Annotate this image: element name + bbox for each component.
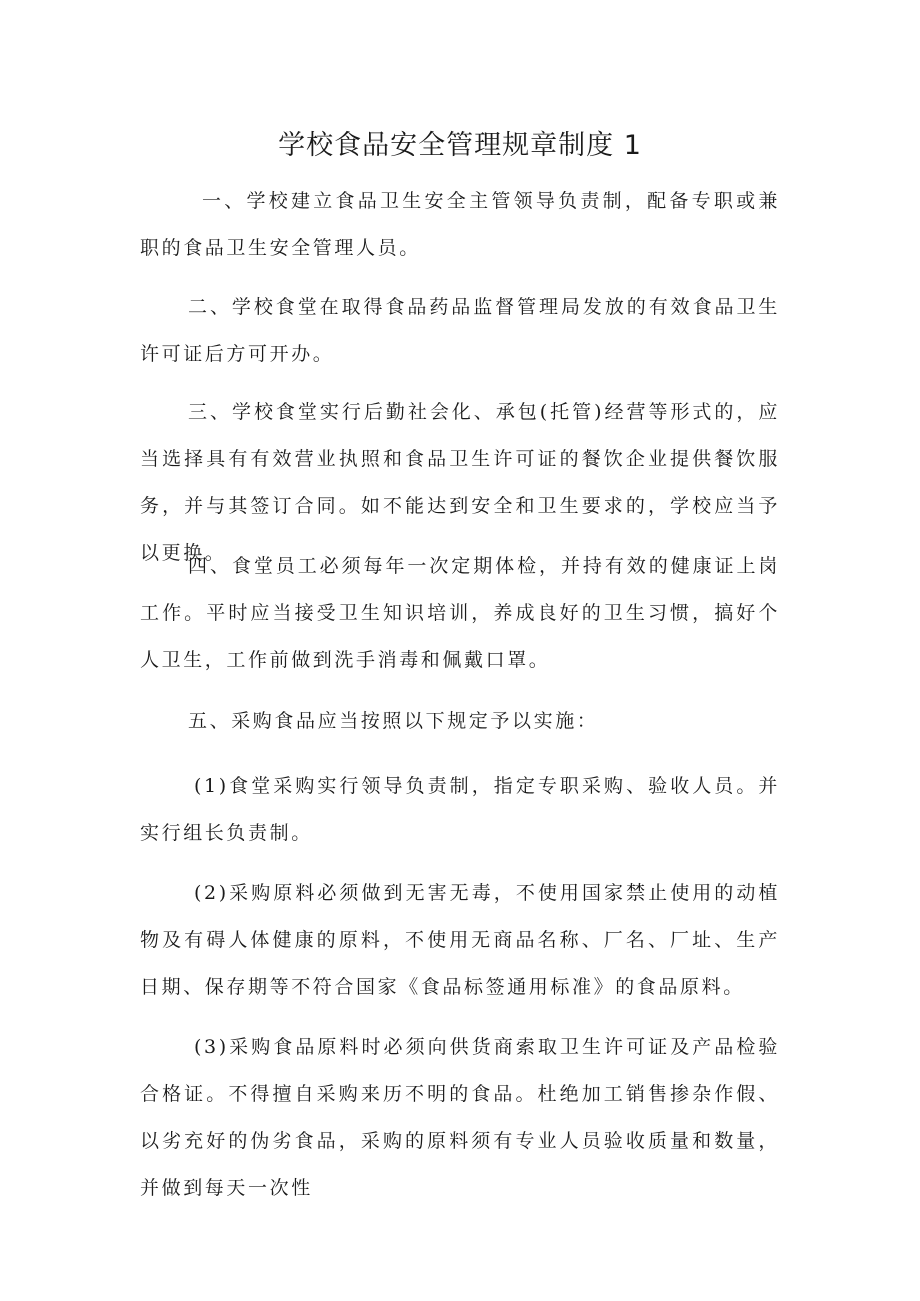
paragraph-7: (2)采购原料必须做到无害无毒，不使用国家禁止使用的动植物及有碍人体健康的原料，不使用无商品名称、厂名、厂址、生产日期、保存期等不符合国家《食品标签通用标准》的食品原料。 [140,882,780,998]
paragraph-2: 二、学校食堂在取得食品药品监督管理局发放的有效食品卫生许可证后方可开办。 [140,296,780,365]
paragraph-8: (3)采购食品原料时必须向供货商索取卫生许可证及产品检验合格证。不得擅自采购来历不明的食品。杜绝加工销售掺杂作假、以劣充好的伪劣食品，采购的原料须有专业人员验收质量和数量，并做到每天一次性 [140,1036,780,1199]
paragraph-3: 三、学校食堂实行后勤社会化、承包(托管)经营等形式的，应当选择具有有效营业执照和食品卫生许可证的餐饮企业提供餐饮服务，并与其签订合同。如不能达到安全和卫生要求的，学校应当予以更换。 [140,401,780,564]
paragraph-4: 四、食堂员工必须每年一次定期体检，并持有效的健康证上岗工作。平时应当接受卫生知识培训，养成良好的卫生习惯，搞好个人卫生，工作前做到洗手消毒和佩戴口罩。 [140,555,780,671]
paragraph-1: 一、学校建立食品卫生安全主管领导负责制，配备专职或兼职的食品卫生安全管理人员。 [140,190,780,259]
paragraph-5: 五、采购食品应当按照以下规定予以实施： [188,710,599,732]
paragraph-6: (1)食堂采购实行领导负责制，指定专职采购、验收人员。并实行组长负责制。 [140,775,780,844]
document-title: 学校食品安全管理规章制度 1 [278,130,642,161]
